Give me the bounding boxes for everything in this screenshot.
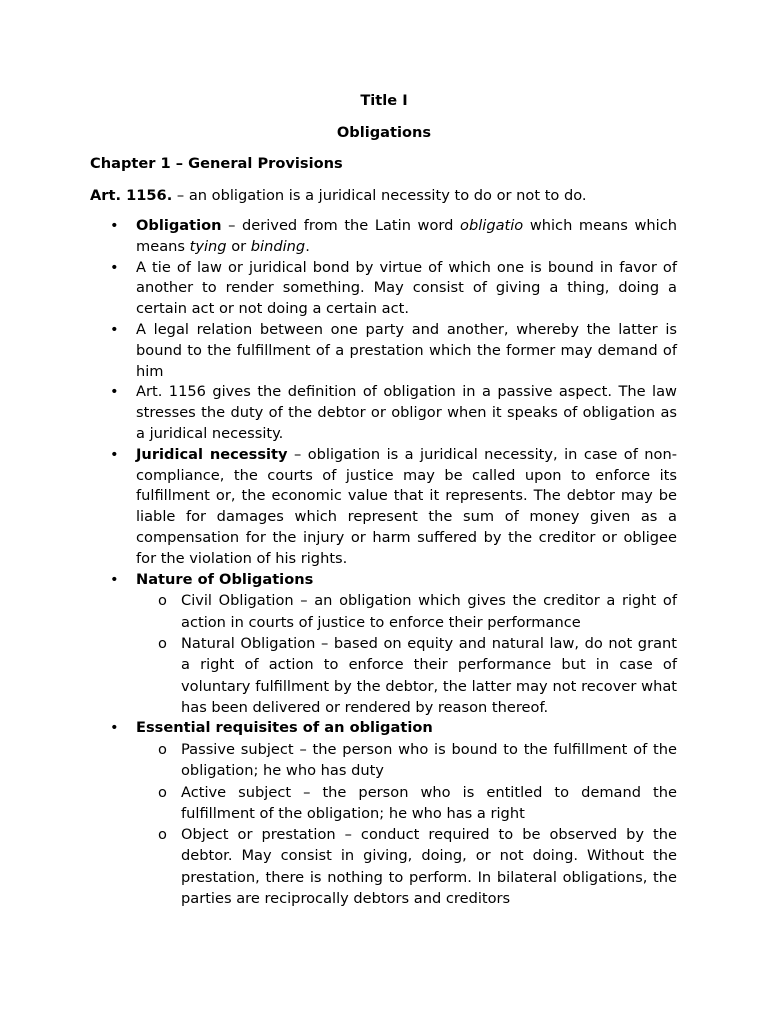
bullet-list: [90, 216, 677, 909]
list-item-legal-relation: [90, 320, 677, 382]
bullet-icon: •: [110, 570, 119, 588]
list-item-text: .: [305, 237, 310, 255]
latin-word: obligatio: [460, 217, 524, 234]
list-item-juridical-necessity: [90, 445, 677, 570]
sub-item-text: Active subject – the person who is entitled to demand the fulfillment of the obligation; he who has a right: [181, 783, 677, 822]
term-obligation: Obligation: [136, 217, 222, 234]
list-item-text: A legal relation between one party and another, whereby the latter is bound to the fulfillment of a prestation which the former may demand of him: [136, 320, 677, 380]
bullet-icon: •: [110, 719, 119, 737]
list-item-text: – derived from the Latin word: [221, 217, 461, 234]
list-item-tie-of-law: [90, 258, 677, 320]
bullet-icon: •: [110, 217, 119, 234]
list-item-nature-of-obligations: [90, 570, 677, 719]
sub-item-text: Natural Obligation – based on equity and natural law, do not grant a right of action to enforce their performance but in case of voluntary fulfillment by the debtor, the latter may not recover what has been delivered or rendered by reason thereof.: [181, 634, 677, 716]
sub-item-text: Passive subject – the person who is bound to the fulfillment of the obligation; he who has duty: [181, 740, 677, 780]
list-item-text: Art. 1156 gives the definition of obligation in a passive aspect. The law stresses the duty of the debtor or obligor when it speaks of obligation as a juridical necessity.: [136, 383, 677, 442]
word-tying: tying: [189, 237, 227, 255]
bullet-icon: •: [110, 383, 119, 401]
list-item-passive-aspect: [90, 382, 677, 444]
sub-bullet-icon: o: [158, 826, 167, 844]
sub-item-civil-obligation: [136, 590, 677, 633]
list-item-text: which means which means: [136, 217, 678, 255]
sub-bullet-icon: o: [158, 783, 167, 801]
list-item-text: – obligation is a juridical necessity, in case of non-compliance, the courts of justice may be called upon to enforce its fulfillment or, the economic value that it represents. The debtor may be liable for damages which represent the sum of money given as a compensation for the injury or harm suffered by the creditor or obligee for the violation of his rights.: [136, 445, 677, 567]
sub-list-nature: [136, 590, 677, 718]
list-item-obligation: [90, 216, 677, 258]
article-label: Art. 1156.: [90, 187, 173, 204]
section-heading-requisites: Essential requisites of an obligation: [136, 719, 433, 737]
sub-list-requisites: [136, 739, 677, 909]
sub-item-active-subject: [136, 782, 677, 825]
sub-item-natural-obligation: [136, 633, 677, 718]
article-text: – an obligation is a juridical necessity to do or not to do.: [172, 187, 587, 204]
sub-bullet-icon: o: [158, 592, 167, 610]
sub-item-text: Civil Obligation – an obligation which gives the creditor a right of action in courts of justice to enforce their performance: [181, 592, 677, 631]
sub-item-text: Object or prestation – conduct required to be observed by the debtor. May consist in giving, doing, or not doing. Without the prestation, there is nothing to perform. In bilateral obligations, the parties are reciprocally debtors and creditors: [181, 826, 677, 907]
list-item-text: or: [226, 237, 251, 255]
sub-bullet-icon: o: [158, 740, 167, 758]
subtitle-heading: Obligations: [336, 124, 432, 141]
bullet-icon: •: [110, 320, 119, 338]
chapter-heading: Chapter 1 – General Provisions: [90, 155, 343, 172]
sub-bullet-icon: o: [158, 634, 167, 652]
sub-item-object-prestation: [136, 824, 677, 909]
list-item-text: A tie of law or juridical bond by virtue of which one is bound in favor of another to render something. May consist of giving a thing, doing a certain act or not doing a certain act.: [136, 258, 677, 318]
section-heading-nature: Nature of Obligations: [136, 570, 314, 588]
bullet-icon: •: [110, 445, 119, 463]
bullet-icon: •: [110, 258, 119, 276]
title-heading: Title I: [360, 92, 408, 109]
article-paragraph: [90, 186, 587, 206]
list-item-essential-requisites: [90, 718, 677, 909]
word-binding: binding: [250, 237, 306, 255]
term-juridical-necessity: Juridical necessity: [136, 445, 288, 463]
sub-item-passive-subject: [136, 739, 677, 782]
